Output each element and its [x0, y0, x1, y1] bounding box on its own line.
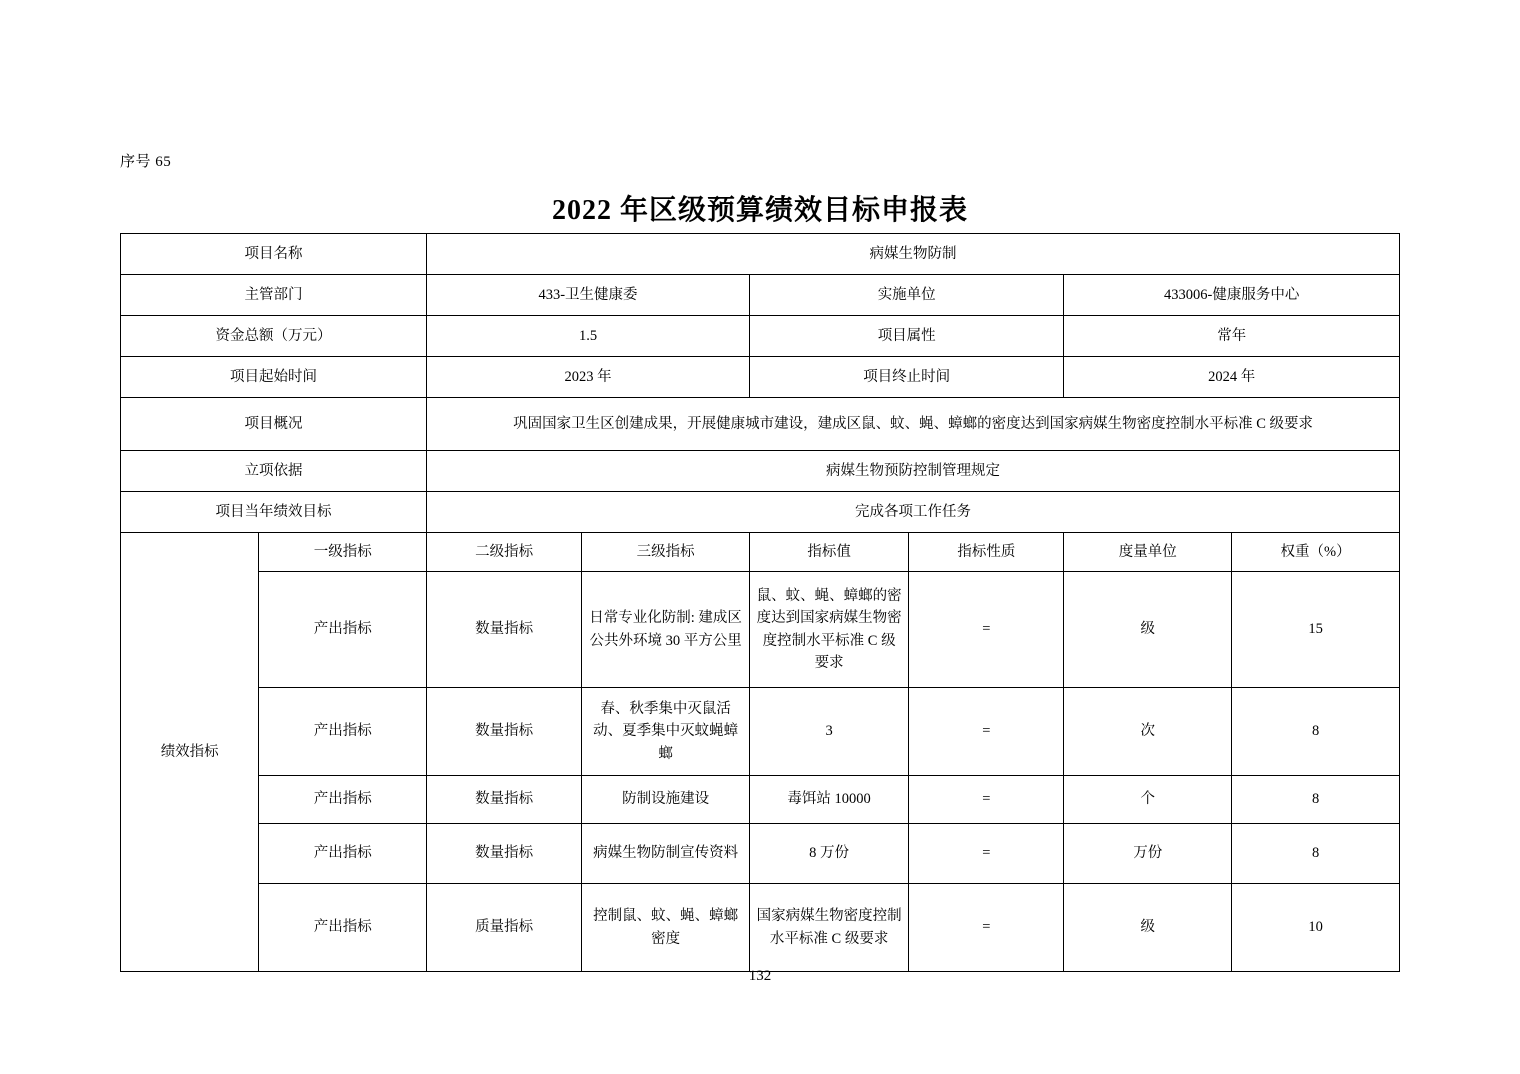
indicator-level2: 质量指标 [427, 884, 582, 972]
serial-number: 序号 65 [120, 154, 172, 170]
performance-indicator-label: 绩效指标 [121, 533, 259, 972]
indicator-nature: = [909, 776, 1064, 824]
column-header-nature: 指标性质 [909, 533, 1064, 572]
table-header-row [121, 533, 1400, 572]
indicator-weight: 8 [1232, 688, 1400, 776]
page-number: 132 [748, 968, 772, 984]
overview-label: 项目概况 [121, 398, 427, 451]
indicator-weight: 8 [1232, 776, 1400, 824]
indicator-value: 鼠、蚊、蝇、蟑螂的密度达到国家病媒生物密度控制水平标准 C 级要求 [749, 572, 908, 688]
table-row [121, 316, 1400, 357]
indicator-level1: 产出指标 [259, 824, 427, 884]
indicator-weight: 15 [1232, 572, 1400, 688]
indicator-level2: 数量指标 [427, 824, 582, 884]
indicator-level3: 控制鼠、蚊、蝇、蟑螂密度 [582, 884, 750, 972]
table-row [121, 398, 1400, 451]
indicator-unit: 级 [1064, 572, 1232, 688]
indicator-value: 8 万份 [749, 824, 908, 884]
indicator-unit: 级 [1064, 884, 1232, 972]
overview-value: 巩固国家卫生区创建成果，开展健康城市建设，建成区鼠、蚊、蝇、蟑螂的密度达到国家病媒生物密度控制水平标准 C 级要求 [427, 398, 1400, 451]
table-row [121, 824, 1400, 884]
column-header-level3: 三级指标 [582, 533, 750, 572]
indicator-value: 国家病媒生物密度控制水平标准 C 级要求 [749, 884, 908, 972]
indicator-level1: 产出指标 [259, 572, 427, 688]
attribute-value: 常年 [1064, 316, 1400, 357]
project-name-value: 病媒生物防制 [427, 234, 1400, 275]
unit-value: 433006-健康服务中心 [1064, 275, 1400, 316]
start-time-value: 2023 年 [427, 357, 750, 398]
start-time-label: 项目起始时间 [121, 357, 427, 398]
table-row [121, 572, 1400, 688]
indicator-level2: 数量指标 [427, 572, 582, 688]
indicator-weight: 10 [1232, 884, 1400, 972]
column-header-level2: 二级指标 [427, 533, 582, 572]
indicator-level3: 防制设施建设 [582, 776, 750, 824]
indicator-level3: 日常专业化防制: 建成区公共外环境 30 平方公里 [582, 572, 750, 688]
indicator-weight: 8 [1232, 824, 1400, 884]
indicator-nature: = [909, 572, 1064, 688]
column-header-unit: 度量单位 [1064, 533, 1232, 572]
column-header-weight: 权重（%） [1232, 533, 1400, 572]
indicator-unit: 个 [1064, 776, 1232, 824]
basis-label: 立项依据 [121, 451, 427, 492]
table-row [121, 688, 1400, 776]
end-time-label: 项目终止时间 [749, 357, 1063, 398]
year-goal-value: 完成各项工作任务 [427, 492, 1400, 533]
indicator-value: 毒饵站 10000 [749, 776, 908, 824]
performance-target-table [120, 233, 1400, 972]
unit-label: 实施单位 [749, 275, 1063, 316]
indicator-level1: 产出指标 [259, 776, 427, 824]
table-row [121, 451, 1400, 492]
indicator-level3: 春、秋季集中灭鼠活动、夏季集中灭蚊蝇蟑螂 [582, 688, 750, 776]
indicator-level2: 数量指标 [427, 776, 582, 824]
indicator-value: 3 [749, 688, 908, 776]
department-value: 433-卫生健康委 [427, 275, 750, 316]
table-row [121, 234, 1400, 275]
indicator-level1: 产出指标 [259, 688, 427, 776]
page-title: 2022 年区级预算绩效目标申报表 [551, 195, 968, 226]
indicator-nature: = [909, 824, 1064, 884]
column-header-level1: 一级指标 [259, 533, 427, 572]
indicator-level3: 病媒生物防制宣传资料 [582, 824, 750, 884]
indicator-nature: = [909, 688, 1064, 776]
year-goal-label: 项目当年绩效目标 [121, 492, 427, 533]
indicator-unit: 万份 [1064, 824, 1232, 884]
project-name-label: 项目名称 [121, 234, 427, 275]
table-row [121, 275, 1400, 316]
amount-label: 资金总额（万元） [121, 316, 427, 357]
indicator-unit: 次 [1064, 688, 1232, 776]
table-row [121, 492, 1400, 533]
table-row [121, 884, 1400, 972]
department-label: 主管部门 [121, 275, 427, 316]
indicator-level1: 产出指标 [259, 884, 427, 972]
indicator-level2: 数量指标 [427, 688, 582, 776]
end-time-value: 2024 年 [1064, 357, 1400, 398]
column-header-value: 指标值 [749, 533, 908, 572]
amount-value: 1.5 [427, 316, 750, 357]
table-row [121, 776, 1400, 824]
attribute-label: 项目属性 [749, 316, 1063, 357]
indicator-nature: = [909, 884, 1064, 972]
basis-value: 病媒生物预防控制管理规定 [427, 451, 1400, 492]
table-row [121, 357, 1400, 398]
